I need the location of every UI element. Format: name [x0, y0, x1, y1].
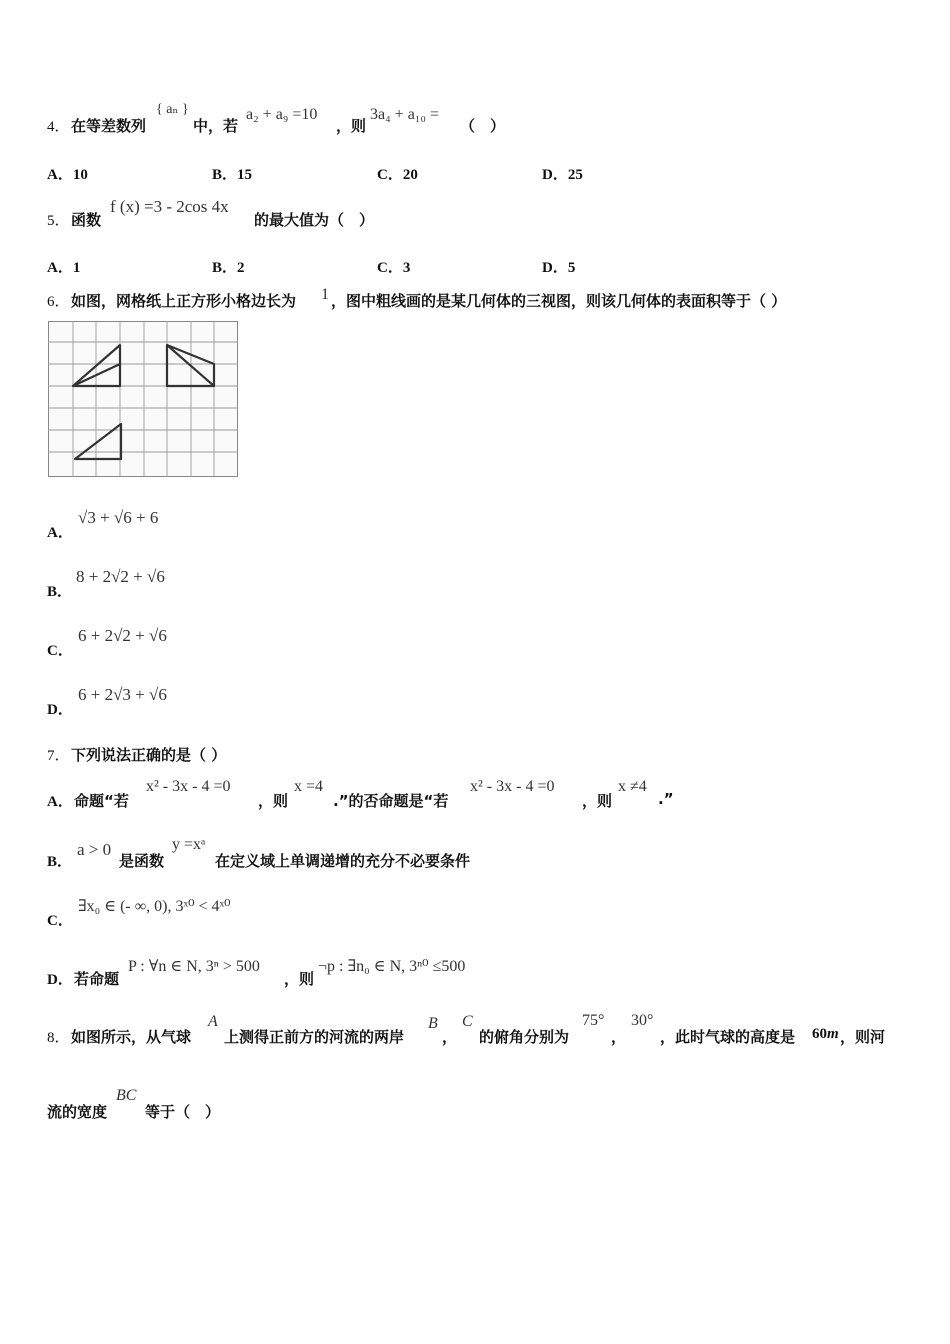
option-c-math: 6 + 2√2 + √6 — [78, 626, 167, 645]
height-value: 60m — [812, 1026, 839, 1042]
point-label-a: A — [208, 1013, 218, 1030]
option-d-math: 6 + 2√3 + √6 — [78, 685, 167, 704]
option-c-label[interactable]: C． — [47, 643, 73, 659]
option-text: 是函数 — [119, 852, 165, 870]
option-a-label[interactable]: A． — [47, 525, 73, 541]
option-b-label[interactable]: B． — [47, 854, 73, 870]
question-text: ，此时气球的高度是 — [660, 1028, 796, 1046]
math-expression: 3a₄ + a₁₀ = — [370, 106, 439, 123]
math-equation: x² - 3x - 4 =0 — [146, 778, 231, 795]
question-number: 4． — [47, 119, 70, 135]
option-a[interactable]: A．1 — [47, 260, 81, 276]
option-d-label[interactable]: D． — [47, 702, 73, 718]
three-view-grid-figure — [48, 321, 240, 479]
math-condition: a₂ + a₉ =10 — [246, 106, 318, 123]
option-a[interactable]: A．10 — [47, 167, 88, 183]
option-d[interactable]: D．25 — [542, 167, 583, 183]
option-text: .”的否命题是“若 — [333, 792, 449, 810]
math-proposition: P : ∀n ∈ N, 3ⁿ > 500 — [128, 958, 260, 975]
question-text: 下列说法正确的是（ ） — [71, 746, 227, 764]
question-text: ，图中粗线画的是某几何体的三视图，则该几何体的表面积等于（ ） — [331, 292, 787, 310]
option-text: .” — [658, 790, 674, 808]
math-function: y =xᵃ — [172, 836, 206, 853]
question-text: 的最大值为（ ） — [254, 211, 375, 229]
question-text: 等于（ ） — [145, 1103, 221, 1121]
option-text: ，则 — [582, 792, 613, 810]
math-number: 1 — [321, 286, 329, 303]
option-c-label[interactable]: C． — [47, 913, 73, 929]
question-text: 上测得正前方的河流的两岸 — [224, 1028, 405, 1046]
question-text: 流的宽度 — [47, 1103, 108, 1121]
grid-border — [49, 322, 238, 477]
question-number: 6． — [47, 294, 70, 310]
question-number: 8． — [47, 1030, 70, 1046]
math-equation: x² - 3x - 4 =0 — [470, 778, 555, 795]
option-text: ，则 — [258, 792, 289, 810]
option-b[interactable]: B．15 — [212, 167, 253, 183]
option-b-math: 8 + 2√2 + √6 — [76, 567, 165, 586]
option-d-label[interactable]: D． — [47, 972, 73, 988]
option-text: 在定义域上单调递增的充分不必要条件 — [215, 852, 471, 870]
option-text: ，则 — [284, 970, 315, 988]
point-label-c: C — [462, 1013, 473, 1030]
segment-bc: BC — [116, 1087, 137, 1104]
question-number: 7． — [47, 748, 70, 764]
option-b-label[interactable]: B． — [47, 584, 73, 600]
question-number: 5． — [47, 213, 70, 229]
point-label-b: B — [428, 1015, 438, 1032]
question-text: 中，若 — [193, 117, 239, 135]
question-text: ， — [611, 1028, 627, 1046]
question-text: ，则河 — [840, 1028, 886, 1046]
math-function: f (x) =3 - 2cos 4x — [110, 197, 229, 216]
math-negation: ¬p : ∃n₀ ∈ N, 3ⁿ⁰ ≤500 — [318, 958, 466, 975]
angle-1: 75° — [582, 1012, 605, 1029]
question-text: 如图所示，从气球 — [71, 1028, 192, 1046]
angle-2: 30° — [631, 1012, 654, 1029]
question-text: ，则 — [336, 117, 367, 135]
math-statement: ∃x₀ ∈ (- ∞, 0), 3ˣ⁰ < 4ˣ⁰ — [78, 898, 231, 915]
option-text: 若命题 — [74, 970, 120, 988]
math-equation: x =4 — [294, 778, 324, 795]
option-d[interactable]: D．5 — [542, 260, 576, 276]
question-text: 的俯角分别为 — [479, 1028, 570, 1046]
question-text: 函数 — [71, 211, 102, 229]
math-sequence: { aₙ } — [156, 102, 189, 117]
question-text: 在等差数列 — [71, 117, 147, 135]
option-c[interactable]: C．3 — [377, 260, 411, 276]
option-b[interactable]: B．2 — [212, 260, 245, 276]
option-c[interactable]: C．20 — [377, 167, 418, 183]
math-equation: x ≠4 — [618, 778, 647, 795]
option-a-math: √3 + √6 + 6 — [78, 508, 159, 527]
question-text: ， — [442, 1028, 458, 1046]
math-inequality: a > 0 — [77, 840, 112, 859]
option-a-label[interactable]: A． — [47, 794, 73, 810]
option-text: 命题“若 — [74, 792, 129, 810]
question-text: 如图，网格纸上正方形小格边长为 — [71, 292, 297, 310]
answer-paren: （ ） — [460, 117, 506, 135]
